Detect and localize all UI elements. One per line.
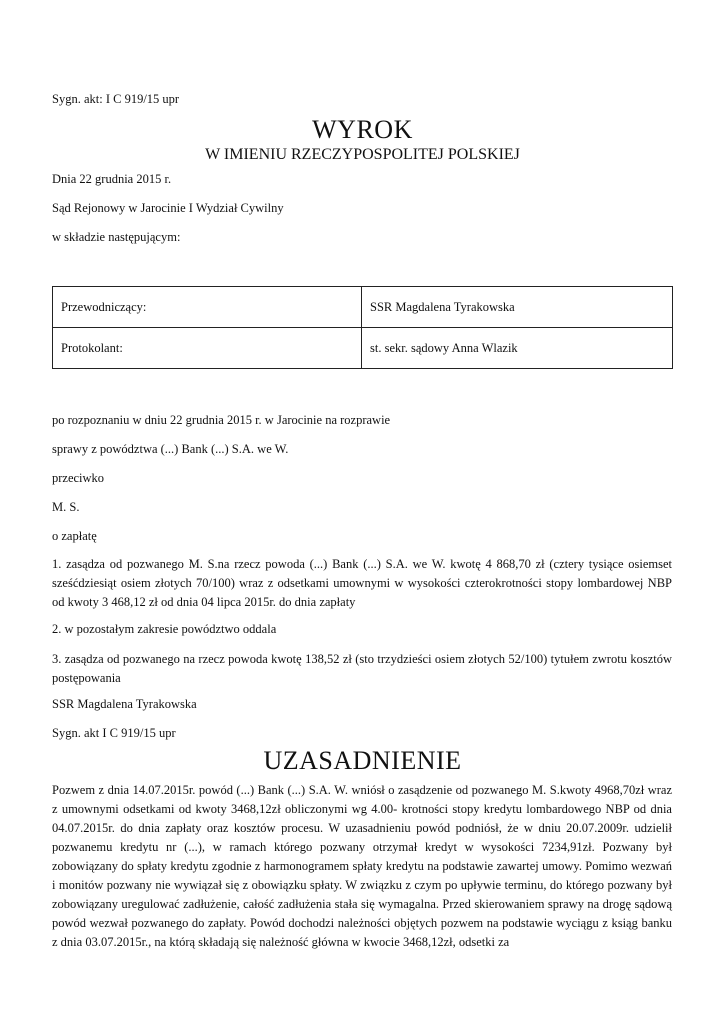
document-subtitle: W IMIENIU RZECZYPOSPOLITEJ POLSKIEJ: [205, 146, 520, 163]
panel-person-cell: SSR Magdalena Tyrakowska: [362, 287, 673, 328]
panel-role-cell: Protokolant:: [53, 328, 362, 369]
versus-line: przeciwko: [52, 471, 105, 485]
table-row: [53, 287, 673, 328]
ruling-item-2: 2. w pozostałym zakresie powództwo oddala: [52, 622, 277, 636]
justification-body: Pozwem z dnia 14.07.2015r. powód (...) Bank (...) S.A. W. wniósł o zasądzenie od pozwanego M. S.kwoty 4968,70zł wraz z umownymi odsetkami od kwoty 3468,12zł obliczonymi wg 4.00- krotności stopy kredytu lombardowego NBP od dnia 04.07.2015r. do dnia zapłaty oraz kosztów procesu. W uzasadnieniu powód podniósł, że w dniu 20.07.2009r. udzielił pozwanemu kredytu nr (...), w ramach którego pozwany otrzymał kredyt w wysokości 7234,91zł. Pozwany był zobowiązany do spłaty kredytu zgodnie z harmonogramem spłaty kredytu na podstawie zawartej umowy. Pomimo wezwań i monitów pozwany nie wywiązał się z obowiązku spłaty. W związku z czym po upływie terminu, do którego pozwany był zobowiązany uregulować zadłużenie, całość zadłużenia stała się wymagalna. Przed skierowaniem sprawy na drogę sądową powód wezwał pozwanego do zapłaty. Powód dochodzi należności objętych pozwem na podstawie wyciągu z ksiąg banku z dnia 03.07.2015r., na którą składają się należność główna w kwocie 3468,12zł, odsetki za: [52, 783, 672, 949]
court-name: Sąd Rejonowy w Jarocinie I Wydział Cywilny: [52, 201, 284, 215]
subject-line: o zapłatę: [52, 529, 97, 543]
panel-role-cell: Przewodniczący:: [53, 287, 362, 328]
document-title: WYROK: [312, 115, 413, 144]
table-row: [53, 328, 673, 369]
judge-signature: SSR Magdalena Tyrakowska: [52, 697, 197, 711]
ruling-item-3: 3. zasądza od pozwanego na rzecz powoda kwotę 138,52 zł (sto trzydzieści osiem złotych 52/100) tytułem zwrotu kosztów postępowania: [52, 652, 672, 685]
panel-person-cell: st. sekr. sądowy Anna Wlazik: [362, 328, 673, 369]
ruling-item-1: 1. zasądza od pozwanego M. S.na rzecz powoda (...) Bank (...) S.A. we W. kwotę 4 868,70 zł (cztery tysiące osiemset sześćdziesiąt osiem złotych 70/100) wraz z odsetkami umownymi w wysokości czterokrotności stopy lombardowej NBP od kwoty 3 468,12 zł od dnia 04 lipca 2015r. do dnia zapłaty: [52, 557, 672, 609]
case-reference: Sygn. akt: I C 919/15 upr: [52, 92, 180, 106]
composition-intro: w składzie następującym:: [52, 230, 181, 244]
claimant-line: sprawy z powództwa (...) Bank (...) S.A. we W.: [52, 442, 289, 456]
judgment-date: Dnia 22 grudnia 2015 r.: [52, 172, 172, 186]
hearing-line: po rozpoznaniu w dniu 22 grudnia 2015 r. w Jarocinie na rozprawie: [52, 413, 391, 427]
case-reference-2: Sygn. akt I C 919/15 upr: [52, 726, 176, 740]
court-panel-table: [52, 286, 673, 369]
defendant-line: M. S.: [52, 500, 80, 514]
justification-heading: UZASADNIENIE: [263, 746, 462, 775]
